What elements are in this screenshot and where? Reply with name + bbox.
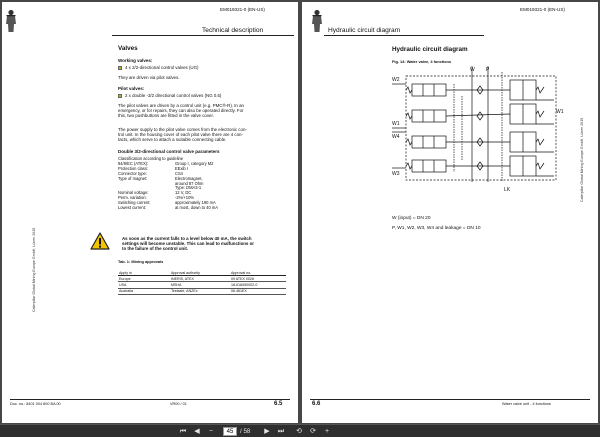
table-header: Approval authority xyxy=(170,270,230,276)
spec-row: Type of magnet: Electromagnet, xyxy=(118,175,203,181)
spec-row: 94/9/EC (ATEX): Group I, category M2 xyxy=(118,160,214,166)
footer-rule xyxy=(10,399,290,400)
side-copyright: Caterpillar Global Mining Europe GmbH, Lünen 2015 xyxy=(32,227,36,312)
spec-row: Classification according to guideline xyxy=(118,156,184,161)
figure-caption: Fig. 14: Water valve, 4 functions xyxy=(392,59,452,64)
power-text: The power supply to the pilot valve comes from the electronic con- trol unit. In the housing cover of each pilot valve there are 4 con- tacts, which serve to attach a suitable connecting cable. xyxy=(118,127,247,143)
bullet-icon xyxy=(118,66,122,70)
footer-rule xyxy=(310,399,590,400)
table-cell: Europe xyxy=(118,276,170,282)
spec-row: Switching current: approximately 190 mA xyxy=(118,200,216,206)
working-valves-heading: Working valves: xyxy=(118,58,153,63)
warning-icon xyxy=(90,232,110,250)
working-valves-bullet: 4 x 2/2-directional control valves (UG) xyxy=(125,65,199,70)
label-w: W xyxy=(470,67,475,73)
footer-version: VR00 / 01 xyxy=(170,402,187,406)
spec-row: Perm. variation: -2%/+10% xyxy=(118,195,195,201)
bullet-icon xyxy=(118,94,122,98)
spec-row: Protection class: EExib I xyxy=(118,165,188,171)
table-caption: Tab. 1: Mining approvals xyxy=(118,259,164,264)
page-number-input[interactable]: 45 xyxy=(223,427,237,436)
pilot-valves-heading: Pilot valves: xyxy=(118,86,145,91)
table-cell: 09 ATEX 0028 xyxy=(230,276,286,282)
label-lk: LK xyxy=(504,187,511,193)
next-page-icon[interactable]: ▶ xyxy=(264,428,270,435)
spec-row: around 87 Ohm xyxy=(175,180,204,186)
spec-row: Lowest current: at most, down to 40 mA xyxy=(118,205,219,211)
table-header: Apply in xyxy=(118,270,170,276)
table-cell: MSHA xyxy=(170,282,230,288)
first-page-icon[interactable]: ⏮ xyxy=(179,428,187,435)
pilot-valves-bullet: 2 x double -3/2 directional control valves (NG 0.5) xyxy=(125,93,222,98)
doc-id: EM019321-0 (EN-US) xyxy=(220,7,265,12)
table-cell: 06.461EX xyxy=(230,288,286,294)
page-right xyxy=(302,2,598,423)
note-port-sizes: P, W1, W2, W3, W4 and leakage = DN 10 xyxy=(392,226,481,231)
header-title: Technical description xyxy=(202,27,264,34)
valves-title: Valves xyxy=(118,45,138,52)
approvals-table xyxy=(118,270,286,295)
page-number: 6.5 xyxy=(274,401,283,407)
prev-page-icon[interactable]: ◀ xyxy=(194,428,200,435)
table-cell: INERIS, ATEX xyxy=(170,276,230,282)
worker-icon xyxy=(310,9,324,33)
table-cell: Australia xyxy=(118,288,170,294)
footer-description: Water valve unit - 4 functions xyxy=(502,402,551,406)
note-input-size: W (input) = DN 20 xyxy=(392,216,431,221)
spec-list xyxy=(118,157,258,211)
table-header: Approval no. xyxy=(230,270,286,276)
zoom-out-icon[interactable]: − xyxy=(208,428,214,435)
page-count: / 58 xyxy=(240,428,251,435)
warning-text: As soon as the current falls to a level below 40 mA, the switch settings will become unstable. This can lead to malfunctions or to the failure of the control unit. xyxy=(122,236,254,252)
zoom-in-icon[interactable]: + xyxy=(324,428,330,435)
table-cell: 18-IDA050002-0 xyxy=(230,282,286,288)
worker-icon xyxy=(4,9,18,33)
page-left xyxy=(2,2,298,423)
forward-icon[interactable]: ⟳ xyxy=(310,428,316,435)
header-title: Hydraulic circuit diagram xyxy=(328,27,401,34)
footer-doc-no: Doc. no.: 8401 004 800 BA 00 xyxy=(10,402,61,406)
label-w4: W4 xyxy=(392,134,400,140)
label-w3: W3 xyxy=(392,171,400,177)
pilot-text: The pilot valves are driven by a control unit (e.g. PMC®-R). In an emergency, or for repairs, they can also be operated directly. For this, two pushbuttons are fitted in the valve cover. xyxy=(118,103,244,119)
table-row xyxy=(118,288,286,294)
page-number: 6.6 xyxy=(312,401,321,407)
working-valves-text: They are driven via pilot valves. xyxy=(118,75,180,80)
viewer-toolbar xyxy=(0,424,600,437)
table-cell: Testsafe, ANZEx xyxy=(170,288,230,294)
section-title: Hydraulic circuit diagram xyxy=(392,46,468,53)
side-copyright: Caterpillar Global Mining Europe GmbH, Lünen 2015 xyxy=(580,117,584,202)
last-page-icon[interactable]: ⏭ xyxy=(277,428,285,435)
label-p: P xyxy=(486,67,490,73)
label-w2: W2 xyxy=(392,77,400,83)
label-w1-left: W1 xyxy=(392,121,400,127)
hydraulic-diagram xyxy=(392,64,578,194)
table-cell: USA xyxy=(118,282,170,288)
spec-row: Nominal voltage: 12 V, DC xyxy=(118,190,192,196)
label-w1-right: W1 xyxy=(556,109,564,115)
spec-row: Connector type: CS4 xyxy=(118,170,183,176)
back-icon[interactable]: ⟲ xyxy=(296,428,302,435)
doc-id: EM019321-0 (EN-US) xyxy=(520,7,565,12)
spec-row: Type: DMA3-1 xyxy=(175,185,202,191)
params-heading: Double 3/2-directional control valve parameters xyxy=(118,149,220,154)
